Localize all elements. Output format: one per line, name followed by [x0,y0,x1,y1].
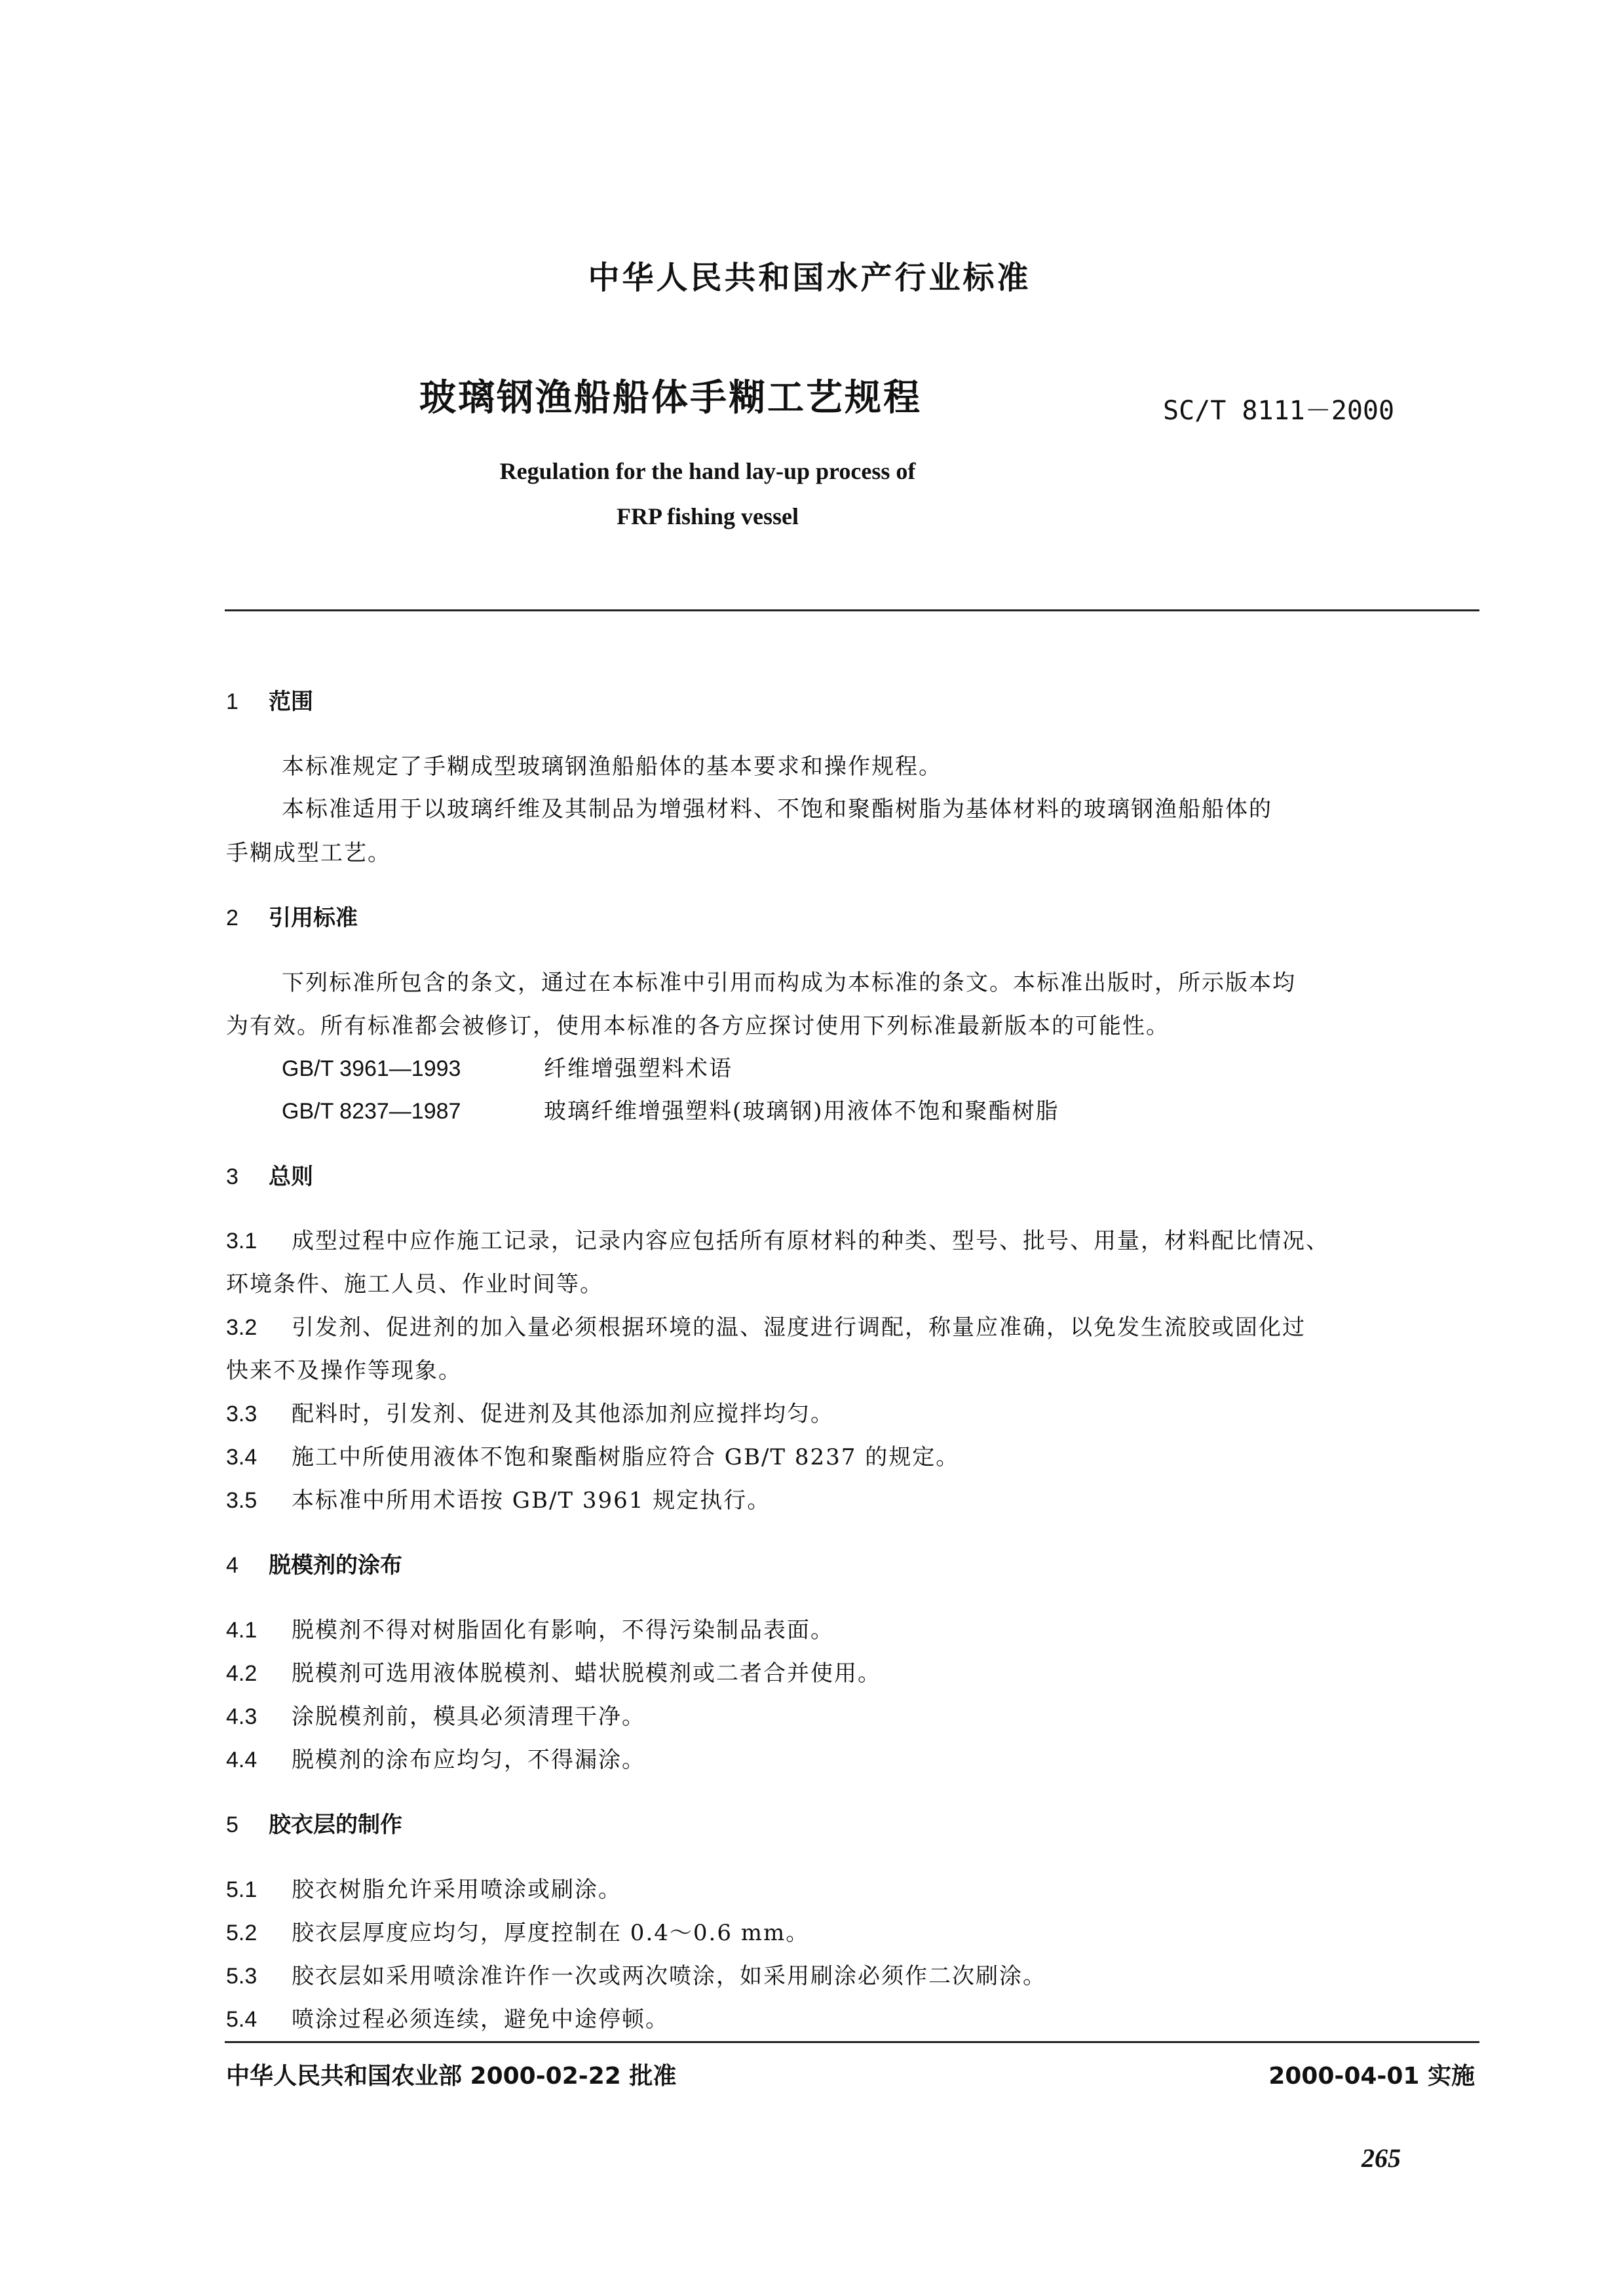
clause-5-4 [226,2001,669,2033]
clause-3-4 [226,1439,959,1471]
clause-text: 成型过程中应作施工记录，记录内容应包括所有原材料的种类、型号、批号、用量，材料配比情况、 [292,1228,1329,1254]
paragraph-continuation: 为有效。所有标准都会被修订，使用本标准的各方应探讨使用下列标准最新版本的可能性。 [226,1013,1170,1039]
section-title: 范围 [269,689,313,715]
clause-text: 施工中所使用液体不饱和聚酯树脂应符合 GB/T 8237 的规定。 [292,1444,960,1470]
clause-4-4 [226,1742,645,1774]
clause-text: 脱模剂不得对树脂固化有影响，不得污染制品表面。 [292,1617,834,1643]
section-number: 5 [226,1812,238,1837]
implementation-date: 2000-04-01 实施 [1268,2063,1475,2090]
section-number: 4 [226,1553,238,1578]
section-4-heading [226,1547,402,1579]
clause-number: 4.4 [226,1748,257,1772]
normative-reference-item [282,1050,733,1082]
clause-number: 3.3 [226,1402,257,1426]
section-5-heading [226,1807,402,1839]
clause-continuation: 环境条件、施工人员、作业时间等。 [226,1271,603,1297]
document-title: 玻璃钢渔船船体手糊工艺规程 [419,376,922,419]
clause-4-1 [226,1612,834,1644]
section-1-heading [226,683,313,716]
clause-text: 涂脱模剂前，模具必须清理干净。 [292,1704,645,1730]
clause-3-3 [226,1396,834,1428]
clause-continuation: 快来不及操作等现象。 [226,1358,462,1384]
reference-code: GB/T 8237—1987 [282,1099,461,1124]
clause-5-3 [226,1958,1046,1990]
section-title: 引用标准 [269,905,358,931]
section-title: 总则 [269,1164,313,1190]
clause-number: 3.1 [226,1229,257,1253]
section-number: 3 [226,1164,238,1189]
clause-text: 胶衣层如采用喷涂准许作一次或两次喷涂，如采用刷涂必须作二次刷涂。 [292,1963,1046,1989]
paragraph: 本标准适用于以玻璃纤维及其制品为增强材料、不饱和聚酯树脂为基体材料的玻璃钢渔船船体的 [282,796,1272,822]
clause-5-2 [226,1915,809,1947]
english-title-line-2: FRP fishing vessel [616,503,799,529]
standard-code: SC/T 8111－2000 [1163,396,1395,426]
clause-3-2 [226,1309,1306,1341]
clause-text: 脱模剂的涂布应均匀，不得漏涂。 [292,1747,645,1773]
section-2-heading [226,900,358,932]
section-3-heading [226,1158,313,1191]
clause-5-1 [226,1871,622,1904]
paragraph: 下列标准所包含的条文，通过在本标准中引用而构成为本标准的条文。本标准出版时，所示版本均 [282,970,1296,996]
reference-name: 纤维增强塑料术语 [544,1056,733,1082]
clause-4-3 [226,1698,645,1731]
clause-3-5 [226,1482,771,1514]
reference-code: GB/T 3961—1993 [282,1056,461,1081]
clause-number: 4.1 [226,1618,257,1643]
standard-category-title: 中华人民共和国水产行业标准 [588,259,1031,296]
clause-number: 3.5 [226,1488,257,1513]
clause-text: 本标准中所用术语按 GB/T 3961 规定执行。 [292,1487,771,1514]
section-number: 2 [226,906,238,930]
clause-3-1 [226,1223,1329,1255]
section-number: 1 [226,689,238,714]
clause-number: 4.3 [226,1704,257,1729]
english-title-line-1: Regulation for the hand lay-up process of [499,458,916,484]
section-title: 胶衣层的制作 [269,1812,402,1838]
clause-text: 引发剂、促进剂的加入量必须根据环境的温、湿度进行调配，称量应准确，以免发生流胶或固化过 [292,1314,1306,1341]
footer-divider [225,2041,1479,2043]
clause-number: 3.2 [226,1315,257,1340]
clause-number: 5.3 [226,1964,257,1989]
paragraph: 本标准规定了手糊成型玻璃钢渔船船体的基本要求和操作规程。 [282,754,942,780]
clause-text: 喷涂过程必须连续，避免中途停顿。 [292,2006,669,2033]
clause-text: 胶衣层厚度应均匀，厚度控制在 0.4～0.6 mm。 [292,1920,810,1946]
normative-reference-item [282,1093,1059,1125]
section-title: 脱模剂的涂布 [269,1552,402,1578]
clause-text: 脱模剂可选用液体脱模剂、蜡状脱模剂或二者合并使用。 [292,1660,881,1687]
clause-number: 5.1 [226,1877,257,1902]
clause-number: 5.2 [226,1921,257,1945]
clause-text: 配料时，引发剂、促进剂及其他添加剂应搅拌均匀。 [292,1401,834,1427]
header-divider [225,609,1479,611]
clause-number: 3.4 [226,1445,257,1470]
page-number: 265 [1362,2143,1401,2173]
clause-number: 5.4 [226,2007,257,2032]
paragraph-continuation: 手糊成型工艺。 [226,840,391,866]
reference-name: 玻璃纤维增强塑料(玻璃钢)用液体不饱和聚酯树脂 [544,1098,1059,1124]
clause-number: 4.2 [226,1661,257,1686]
approval-line: 中华人民共和国农业部 2000-02-22 批准 [226,2063,677,2090]
clause-text: 胶衣树脂允许采用喷涂或刷涂。 [292,1877,622,1903]
clause-4-2 [226,1655,881,1687]
